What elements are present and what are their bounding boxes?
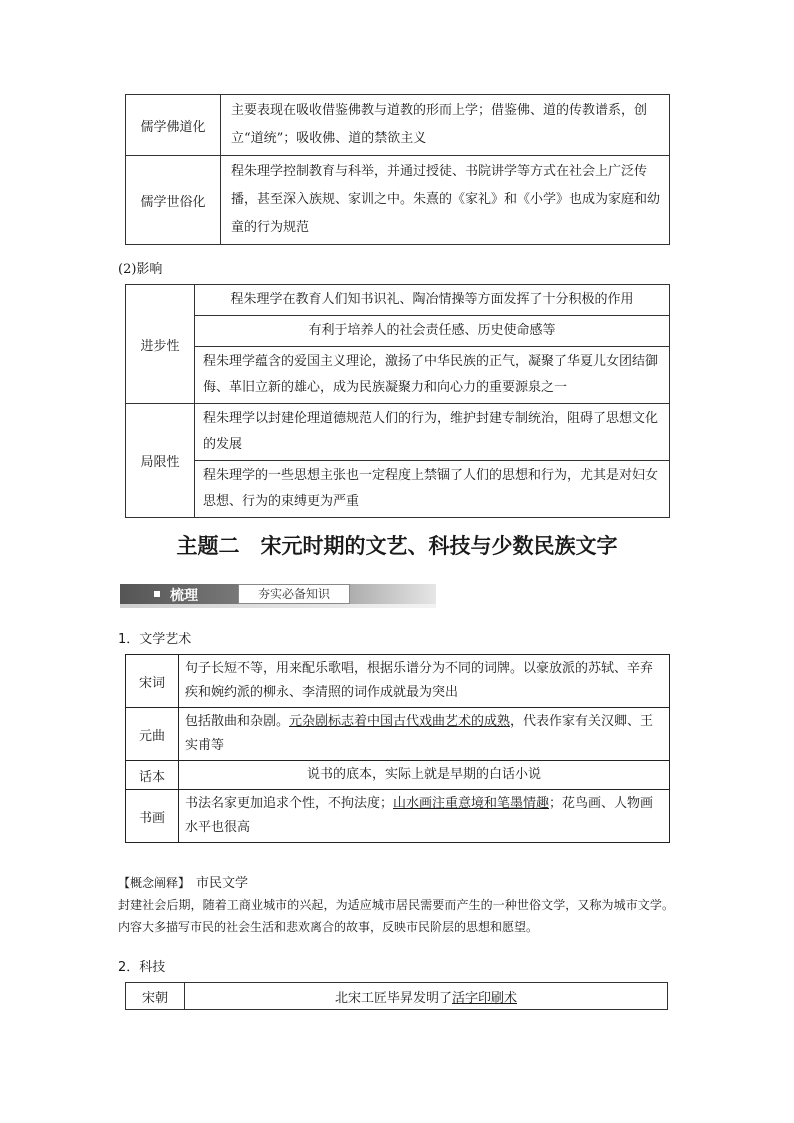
table-row [126,156,670,245]
text-segment: ，代表作家有关汉卿、王实甫等 [185,714,654,753]
table-row [126,708,670,761]
table-row [126,95,670,156]
row-value: 说书的底本，实际上就是早期的白话小说 [179,761,670,790]
text-segment: ；花鸟画、人物画水平也很高 [185,796,654,835]
row-value [185,983,668,1010]
text-segment: 包括散曲和杂剧。 [185,714,290,729]
table-row [126,655,670,708]
progressive-item: 有利于培养人的社会责任感、历史使命感等 [195,316,670,347]
row-key: 宋词 [126,655,179,708]
row-value: 句子长短不等，用来配乐歌唱，根据乐谱分为不同的词牌。以豪放派的苏轼、辛弃疾和婉约派的柳永、李清照的词作成就最为突出 [179,655,670,708]
table-row [126,285,670,316]
concept-heading [118,872,248,891]
concept-term: 市民文学 [196,876,249,891]
limitation-label: 局限性 [126,404,195,518]
concept-paragraph: 封建社会后期，随着工商业城市的兴起，为适应城市居民需要而产生的一种世俗文学，又称为城市文学。内容大多描写市民的社会生活和悲欢离合的故事，反映市民阶层的思想和愿望。 [118,898,674,934]
section-heading-literature: 1．文学艺术 [118,632,192,647]
table-row [126,983,668,1010]
underlined-text: 活字印刷术 [452,990,518,1006]
influence-heading: (2)影响 [118,262,163,277]
row-key: 宋朝 [126,983,185,1010]
limitation-item: 程朱理学的一些思想主张也一定程度上禁锢了人们的思想和行为，尤其是对妇女思想、行为的束缚更为严重 [195,461,670,518]
section-heading-tech: 2．科技 [118,960,166,975]
progressive-item: 程朱理学在教育人们知书识礼、陶冶情操等方面发挥了十分积极的作用 [195,285,670,316]
underlined-text: 元杂剧标志着中国古代戏曲艺术的成熟 [289,714,511,729]
row-key: 儒学世俗化 [126,156,221,245]
text-segment: 北宋工匠毕昇发明了 [334,990,452,1006]
theme-title: 主题二 宋元时期的文艺、科技与少数民族文字 [176,534,618,558]
row-value: 程朱理学控制教育与科举，并通过授徒、书院讲学等方式在社会上广泛传播，甚至深入族规、家训之中。朱熹的《家礼》和《小学》也成为家庭和幼童的行为规范 [221,156,670,245]
influence-table [125,284,670,518]
row-value: 主要表现在吸收借鉴佛教与道教的形而上学；借鉴佛、道的传教谱系，创立“道统”；吸收佛、道的禁欲主义 [221,95,670,156]
section-banner [120,584,436,610]
square-bullet-icon [154,591,160,597]
banner-underline [120,604,436,608]
row-key: 元曲 [126,708,179,761]
table-row [126,316,670,347]
table-row [126,347,670,404]
progressive-label: 进步性 [126,285,195,404]
tech-table [125,982,668,1010]
table-row [126,461,670,518]
banner-label: 梳理 [170,588,198,604]
underlined-text: 山水画注重意境和笔墨情趣 [393,796,550,811]
limitation-item: 程朱理学以封建伦理道德规范人们的行为，维护封建专制统治，阻碍了思想文化的发展 [195,404,670,461]
literature-table [125,654,670,843]
row-key: 儒学佛道化 [126,95,221,156]
row-key: 话本 [126,761,179,790]
row-value [179,790,670,843]
progressive-item: 程朱理学蕴含的爱国主义理论，激扬了中华民族的正气，凝聚了华夏儿女团结御侮、革旧立新的雄心，成为民族凝聚力和向心力的重要源泉之一 [195,347,670,404]
text-segment: 书法名家更加追求个性，不拘法度； [185,796,394,811]
row-key: 书画 [126,790,179,843]
table-row [126,790,670,843]
table-row [126,761,670,790]
banner-subtitle: 夯实必备知识 [238,584,350,604]
row-value [179,708,670,761]
confucianism-table [125,94,670,245]
table-row [126,404,670,461]
concept-label: 【概念阐释】 [118,876,191,890]
